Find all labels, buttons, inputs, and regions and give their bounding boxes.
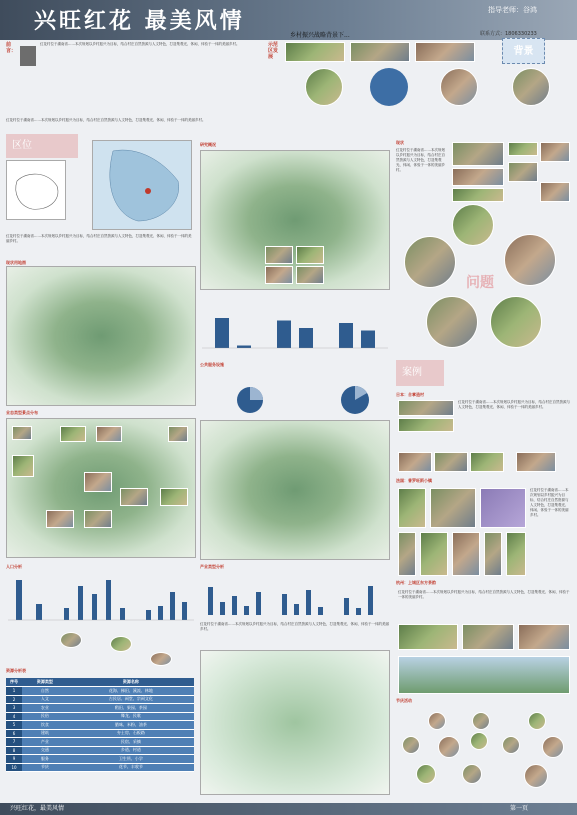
location-title: 区位	[6, 134, 78, 158]
table-row	[6, 746, 194, 755]
activity-2	[472, 712, 490, 730]
table-cell: 4	[6, 712, 22, 721]
case2-photo-5	[420, 532, 448, 576]
summary-text: 红花村位于湖南省……本次规划以乡村振兴为目标，结合村庄自然资源与人文特色，打造集观光、休闲、体验于一体的美丽乡村。	[6, 118, 206, 122]
status-label: 现状	[396, 140, 404, 145]
case2-photo-6	[452, 532, 480, 576]
case4-panorama	[398, 656, 570, 694]
table-row	[6, 763, 194, 772]
industry-bars	[200, 572, 390, 617]
table-cell: 5	[6, 721, 22, 730]
th-index: 序号	[6, 678, 22, 687]
table-row	[6, 704, 194, 713]
problem-circle-4	[426, 296, 478, 348]
status-photo-5	[508, 162, 538, 182]
table-cell: 花海、梯田、溪流、林地	[68, 687, 194, 696]
footer-left: 兴旺红花，最美风情	[10, 805, 65, 812]
activity-6	[470, 732, 488, 750]
portrait-photo	[20, 46, 36, 66]
case1-text: 红花村位于湖南省……本次规划以乡村振兴为目标，结合村庄自然资源与人文特色，打造集观光、休闲、体验于一体的美丽乡村。	[458, 400, 570, 409]
case3-photo-2	[462, 624, 514, 650]
status-photo-3	[540, 142, 570, 162]
current-landuse-map	[6, 266, 196, 406]
case3-photo-3	[518, 624, 570, 650]
case1-photo-4	[434, 452, 468, 472]
activity-1	[428, 712, 446, 730]
intro-text: 红花村位于湖南省……本次规划以乡村振兴为目标，结合村庄自然资源与人文特色，打造集观光、休闲、体验于一体的美丽乡村。	[40, 42, 240, 46]
case1-photo-3	[398, 452, 432, 472]
status-text: 红花村位于湖南省……本次规划以乡村振兴为目标，结合村庄自然资源与人文特色，打造集观光、休闲、体验于一体的美丽乡村。	[396, 148, 445, 172]
poster-title: 兴旺红花 最美风情	[34, 8, 245, 34]
table-cell: 8	[6, 746, 22, 755]
dist-photo-1	[12, 426, 32, 440]
road-photo-1	[265, 246, 293, 264]
activities-label: 节庆活动	[396, 698, 412, 703]
current-map-label: 现状用地图	[6, 260, 26, 265]
case2-text: 红花村位于湖南省……本次规划以乡村振兴为目标，结合村庄自然资源与人文特色，打造集观光、休闲、体验于一体的美丽乡村。	[530, 488, 569, 517]
industry-text: 红花村位于湖南省……本次规划以乡村振兴为目标，结合村庄自然资源与人文特色，打造集观光、休闲、体验于一体的美丽乡村。	[200, 622, 389, 631]
scenic-icon-1	[60, 632, 82, 648]
table-row	[6, 695, 194, 704]
headline: 乡村振兴战略背景下...	[290, 32, 350, 39]
case2-photo-2	[430, 488, 476, 528]
problem-label: 问题	[466, 275, 494, 291]
case2-photo-8	[506, 532, 526, 576]
case2-photo-3	[480, 488, 526, 528]
table-cell: 饮食	[22, 721, 68, 730]
table-cell: 交通	[22, 746, 68, 755]
industry-bar	[277, 321, 291, 349]
resource-table-label: 资源分析表	[6, 668, 26, 673]
problem-circle-5	[490, 296, 542, 348]
case1-label: 日本：合掌造村	[396, 392, 424, 397]
distribution-label: 业态类型景点分布	[6, 410, 38, 415]
activity-3	[528, 712, 546, 730]
table-cell: 2	[6, 695, 22, 704]
table-row	[6, 712, 194, 721]
activity-11	[524, 764, 548, 788]
table-row	[6, 738, 194, 747]
dist-photo-3	[96, 426, 122, 442]
case1-photo-6	[516, 452, 556, 472]
dist-photo-9	[46, 510, 74, 528]
case3-photo-1	[398, 624, 458, 650]
dist-photo-4	[168, 426, 188, 442]
footer-right: 第一页	[510, 805, 529, 812]
table-cell: 7	[6, 738, 22, 747]
dist-photo-7	[120, 488, 148, 506]
problem-circle-2	[404, 236, 456, 288]
table-cell: 舞龙、民歌	[68, 712, 194, 721]
activities-cluster	[398, 706, 570, 792]
table-cell: 人文	[22, 695, 68, 704]
resource-table	[6, 678, 194, 772]
th-name: 资源名称	[68, 678, 194, 687]
province-map	[6, 160, 66, 220]
public-service-label: 公共服务设施	[200, 362, 224, 367]
problem-circle-3	[504, 234, 556, 286]
table-cell: 卫生所、小学	[68, 755, 194, 764]
dist-photo-2	[60, 426, 86, 442]
pie-charts	[230, 380, 390, 420]
table-cell: 3	[6, 704, 22, 713]
status-photo-6	[452, 188, 504, 202]
circle-photo-festival	[440, 68, 478, 106]
industry-bar	[215, 318, 229, 348]
industry-bar	[339, 323, 353, 348]
case2-photo-1	[398, 488, 426, 528]
back-label-box: 背景	[502, 38, 545, 64]
banner-photo-1	[285, 42, 345, 62]
case3-label: 杭州：上城区东方茶韵	[396, 580, 436, 585]
table-cell: 10	[6, 763, 22, 772]
table-cell: 古民居、祠堂、宗祠文化	[68, 695, 194, 704]
scenic-icon-2	[110, 636, 132, 652]
case2-label: 法国：普罗旺斯小镇	[396, 478, 432, 483]
industry-chart	[200, 312, 390, 352]
traffic-map	[200, 420, 390, 560]
activity-5	[438, 736, 460, 758]
activity-7	[502, 736, 520, 754]
table-row	[6, 755, 194, 764]
region-map	[92, 140, 192, 230]
case-title: 案例	[396, 360, 444, 386]
problem-circle-1	[452, 204, 494, 246]
industry-label: 产业类型分析	[200, 564, 224, 569]
banner-photo-2	[350, 42, 410, 62]
activity-8	[542, 736, 564, 758]
table-cell: 农业	[22, 704, 68, 713]
status-photo-2	[508, 142, 538, 156]
shifan-tag: 示范区发展	[268, 42, 279, 60]
scenic-icon-3	[150, 652, 172, 666]
case3-text: 红花村位于湖南省……本次规划以乡村振兴为目标，结合村庄自然资源与人文特色，打造集观光、休闲、体验于一体的美丽乡村。	[398, 590, 570, 599]
circle-photo-harvest	[512, 68, 550, 106]
population-charts	[6, 570, 196, 625]
status-photo-4	[452, 168, 504, 186]
status-photo-1	[452, 142, 504, 166]
overview-label: 研究概况	[200, 142, 216, 147]
table-cell: 民宿、采摘	[68, 738, 194, 747]
activity-10	[462, 764, 482, 784]
contact: 联系方式：1806330233	[480, 31, 537, 37]
intro-tag: 前言：	[6, 42, 17, 54]
plan-map	[200, 650, 390, 795]
location-text: 红花村位于湖南省……本次规划以乡村振兴为目标，结合村庄自然资源与人文特色，打造集观光、休闲、体验于一体的美丽乡村。	[6, 234, 192, 243]
road-photo-2	[296, 246, 324, 264]
people-icon	[370, 68, 408, 106]
road-photo-4	[296, 266, 324, 284]
table-cell: 自然	[22, 687, 68, 696]
dist-photo-6	[84, 472, 112, 492]
road-photo-3	[265, 266, 293, 284]
dist-photo-5	[12, 455, 34, 477]
table-cell: 1	[6, 687, 22, 696]
table-cell: 产业	[22, 738, 68, 747]
dist-photo-10	[84, 510, 112, 528]
circle-photo-field	[305, 68, 343, 106]
author-label: 指导老师：谷鸿	[488, 6, 537, 14]
activity-9	[416, 764, 436, 784]
table-cell: 9	[6, 755, 22, 764]
case1-photo-1	[398, 400, 454, 416]
table-row	[6, 687, 194, 696]
industry-bar	[299, 328, 313, 348]
dist-photo-8	[160, 488, 188, 506]
th-type: 资源类型	[22, 678, 68, 687]
banner-photo-3	[415, 42, 475, 62]
industry-bar	[361, 331, 375, 349]
table-cell: 乡道、村道	[68, 746, 194, 755]
table-cell: 花节、丰收节	[68, 763, 194, 772]
table-cell: 夯土房、石板路	[68, 729, 194, 738]
case2-photo-4	[398, 532, 416, 576]
table-row	[6, 729, 194, 738]
status-photo-7	[540, 182, 570, 202]
table-cell: 民俗	[22, 712, 68, 721]
activity-4	[402, 736, 420, 754]
table-cell: 节庆	[22, 763, 68, 772]
case1-photo-2	[398, 418, 454, 432]
case1-photo-5	[470, 452, 504, 472]
overview-map	[200, 150, 390, 290]
industry-bar	[237, 346, 251, 349]
table-row	[6, 721, 194, 730]
case2-photo-7	[484, 532, 502, 576]
scenic-icons-strip	[20, 630, 170, 665]
table-cell: 服务	[22, 755, 68, 764]
table-cell: 建筑	[22, 729, 68, 738]
population-label: 人口分析	[6, 564, 22, 569]
footer-bar	[0, 803, 577, 815]
table-cell: 6	[6, 729, 22, 738]
table-cell: 腊味、米粉、油茶	[68, 721, 194, 730]
table-cell: 稻田、果园、茶园	[68, 704, 194, 713]
